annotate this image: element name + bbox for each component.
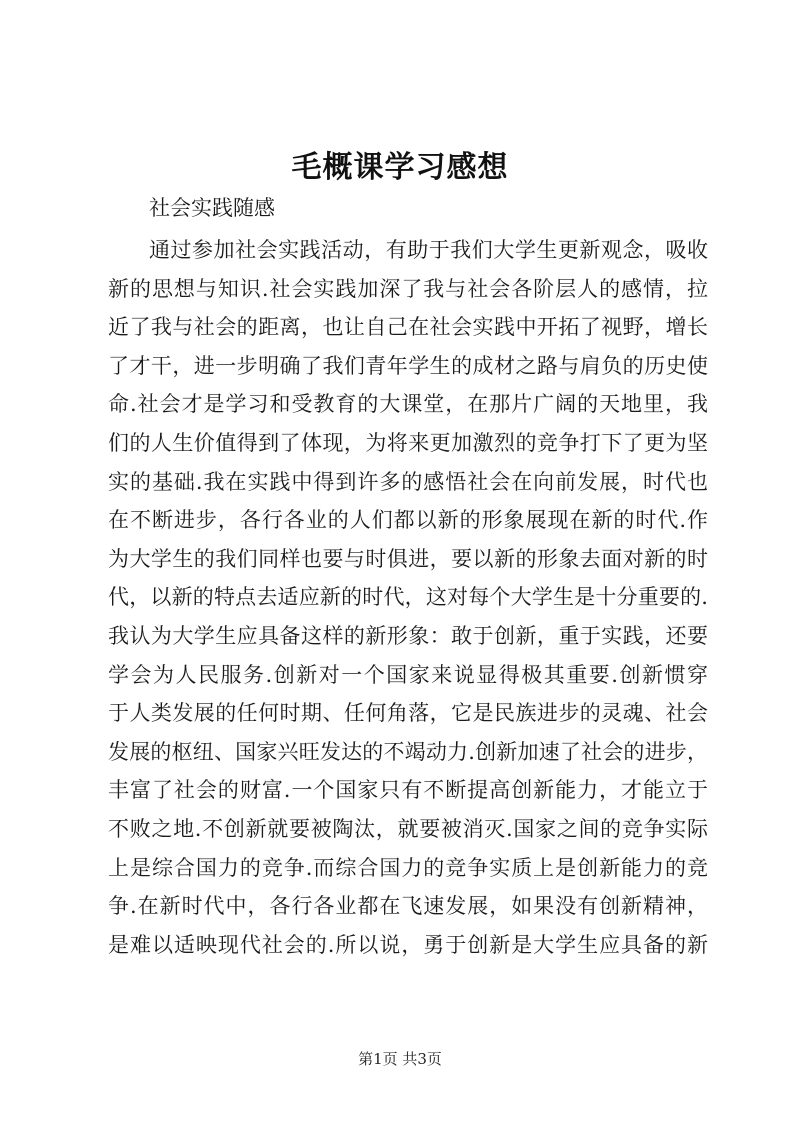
body-line: 为大学生的我们同样也要与时俱进，要以新的形象去面对新的时 bbox=[108, 546, 708, 571]
body-line: 争.在新时代中，各行各业都在飞速发展，如果没有创新精神， bbox=[108, 894, 708, 919]
body-line: 上是综合国力的竞争.而综合国力的竞争实质上是创新能力的竞 bbox=[108, 855, 708, 880]
body-line: 丰富了社会的财富.一个国家只有不断提高创新能力，才能立于 bbox=[108, 778, 708, 803]
body-line: 发展的枢纽、国家兴旺发达的不竭动力.创新加速了社会的进步， bbox=[108, 739, 708, 764]
body-line: 在不断进步，各行各业的人们都以新的形象展现在新的时代.作 bbox=[108, 508, 708, 533]
body-line: 了才干，进一步明确了我们青年学生的成材之路与肩负的历史使 bbox=[108, 353, 708, 378]
document-title: 毛概课学习感想 bbox=[291, 150, 509, 185]
body-line: 不败之地.不创新就要被陶汰，就要被消灭.国家之间的竞争实际 bbox=[108, 816, 708, 841]
body-line: 新的思想与知识.社会实践加深了我与社会各阶层人的感情，拉 bbox=[108, 276, 708, 301]
document-subtitle: 社会实践随感 bbox=[149, 196, 275, 220]
body-line: 代，以新的特点去适应新的时代，这对每个大学生是十分重要的. bbox=[108, 585, 708, 610]
body-line: 实的基础.我在实践中得到许多的感悟社会在向前发展，时代也 bbox=[108, 469, 708, 494]
body-line: 命.社会才是学习和受教育的大课堂，在那片广阔的天地里，我 bbox=[108, 392, 708, 417]
body-line: 我认为大学生应具备这样的新形象：敢于创新，重于实践，还要 bbox=[108, 623, 708, 648]
body-line: 们的人生价值得到了体现，为将来更加激烈的竞争打下了更为坚 bbox=[108, 430, 708, 455]
page-footer: 第1页 共3页 bbox=[358, 1050, 442, 1068]
document-body bbox=[108, 234, 708, 967]
body-line: 学会为人民服务.创新对一个国家来说显得极其重要.创新惯穿 bbox=[108, 662, 708, 687]
body-line: 于人类发展的任何时期、任何角落，它是民族进步的灵魂、社会 bbox=[108, 701, 708, 726]
body-line: 是难以适映现代社会的.所以说，勇于创新是大学生应具备的新 bbox=[108, 932, 708, 957]
body-line: 近了我与社会的距离，也让自己在社会实践中开拓了视野，增长 bbox=[108, 315, 708, 340]
body-line: 通过参加社会实践活动，有助于我们大学生更新观念，吸收 bbox=[149, 238, 708, 262]
